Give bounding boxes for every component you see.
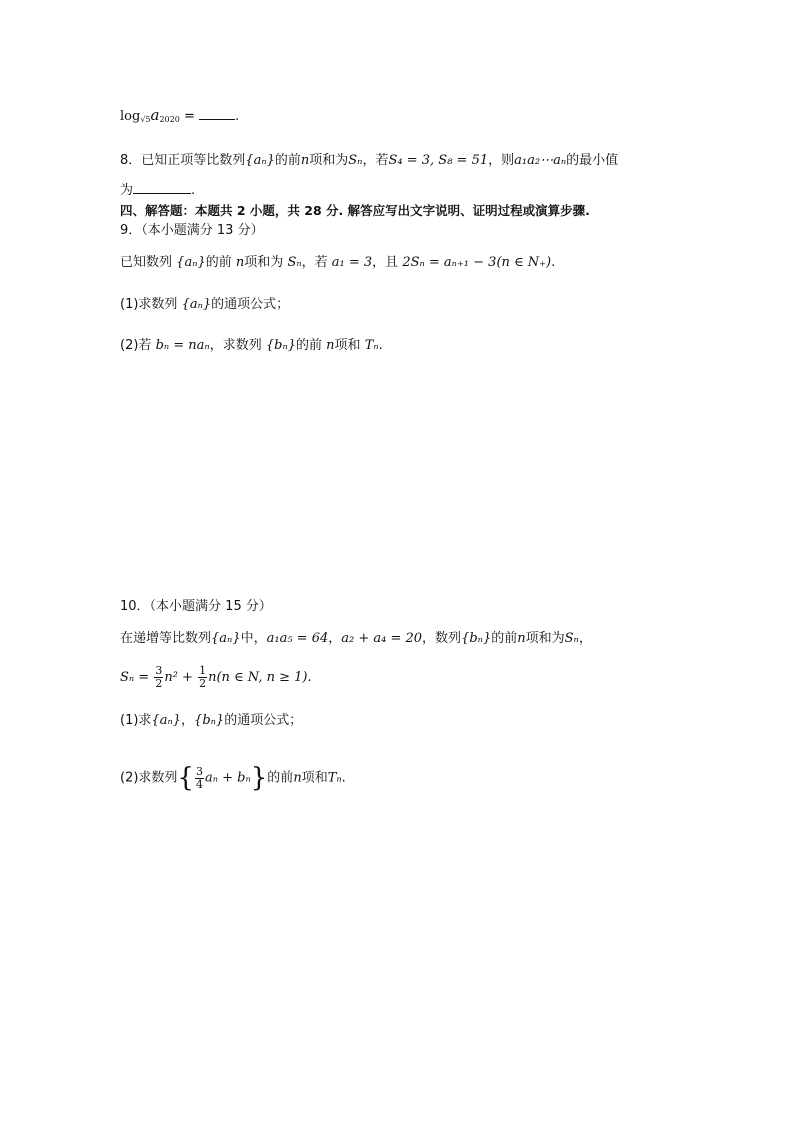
q10-p1-seq-an: {aₙ} [151, 713, 182, 728]
q10-seq-bn: {bₙ} [461, 631, 492, 646]
q8-line1 [120, 152, 618, 170]
q8-text6: 的最小值 [566, 153, 619, 168]
right-brace: } [250, 763, 268, 793]
answer-blank[interactable] [199, 107, 235, 120]
equals-sign: = [179, 109, 199, 124]
q9-p2d: 项和 [334, 338, 361, 353]
q10-c2: a₂ + a₄ = 20 [341, 631, 423, 646]
q8-text7: 为 [120, 183, 134, 198]
q9-p2-Tn: Tₙ [364, 338, 379, 353]
log-base: √5 [140, 115, 151, 124]
q9-p2-seq: {bₙ} [265, 338, 297, 353]
a-index: 2020 [159, 115, 180, 124]
q9-Sn: Sₙ [287, 255, 302, 270]
q9-p2a: (2)若 [120, 338, 152, 353]
q9-part1 [120, 296, 289, 314]
q10-sn-tail: n(n ∈ N, n ≥ 1) [208, 670, 308, 685]
q10-part1 [120, 712, 302, 730]
q9-t3: 项和为 [244, 255, 284, 270]
q8-line2 [120, 181, 195, 200]
q8-text1: 8．已知正项等比数列 [120, 153, 246, 168]
q9-t4: ，若 [301, 255, 328, 270]
fraction-three-quarters: $\frac{3}{4}$ [195, 764, 203, 791]
q9-p2-def: bₙ = naₙ [155, 338, 210, 353]
q9-p2b: ，求数列 [209, 338, 262, 353]
q10-sn-mid: n² + [164, 670, 198, 685]
q9-p1b: 的通项公式； [211, 297, 290, 312]
q10-p2a: (2)求数列 [120, 770, 178, 786]
q9-p2e: . [378, 338, 383, 353]
q10-c1: a₁a₅ = 64 [266, 631, 329, 646]
q9-p1a: (1)求数列 [120, 297, 178, 312]
q10-t6: ， [578, 631, 592, 646]
q8-answer-blank[interactable] [133, 181, 191, 194]
q10-p1a: (1)求 [120, 713, 152, 728]
section4-header: 四、解答题：本题共 2 小题，共 28 分. 解答应写出文字说明、证明过程或演算步骤. [120, 203, 590, 218]
q9-seq-an: {aₙ} [176, 255, 206, 270]
q8-text5: ，则 [488, 153, 515, 168]
q8-condition: S₄ = 3, S₈ = 51 [388, 153, 489, 168]
q9-n: n [235, 255, 245, 270]
q10-sn-period: . [307, 670, 312, 685]
q10-t4: 的前 [491, 631, 518, 646]
q10-n: n [517, 631, 526, 646]
q10-p1sep: ， [181, 713, 195, 728]
q9-header: 9．（本小题满分 13 分） [120, 223, 264, 238]
q9-cond2: 2Sₙ = aₙ₊₁ − 3(n ∈ N₊) [402, 255, 552, 270]
q10-p2d: . [341, 770, 346, 786]
q10-p2-inner: aₙ + bₙ [204, 770, 251, 786]
q8-product: a₁a₂⋯aₙ [514, 153, 567, 168]
q9-p2c: 的前 [296, 338, 323, 353]
q10-p2-n: n [293, 770, 302, 786]
q9-period: . [551, 255, 556, 270]
q8-text4: ，若 [362, 153, 389, 168]
q7-answer-line [120, 106, 239, 129]
q10-p2b: 的前 [267, 770, 294, 786]
q7-period: . [234, 109, 240, 124]
q9-t1: 已知数列 [120, 255, 173, 270]
q10-t1: 在递增等比数列 [120, 631, 212, 646]
left-brace: { [177, 763, 194, 793]
q10-Sn: Sₙ [564, 631, 579, 646]
q10-sn-formula [120, 664, 312, 692]
q10-t5: 项和为 [525, 631, 565, 646]
q8-seq-an: {aₙ} [245, 153, 275, 168]
log-symbol: log [120, 109, 141, 124]
q10-p1-seq-bn: {bₙ} [194, 713, 225, 728]
q10-p1b: 的通项公式； [224, 713, 303, 728]
q9-p1-seq: {aₙ} [181, 297, 212, 312]
q8-n: n [300, 153, 310, 168]
q10-t3: ，数列 [422, 631, 462, 646]
q8-Sn: Sₙ [348, 153, 363, 168]
fraction-three-halves: $\frac{3}{2}$ [155, 664, 163, 690]
q9-t2: 的前 [205, 255, 232, 270]
q10-header: 10．（本小题满分 15 分） [120, 599, 272, 614]
q10-p2-Tn: Tₙ [327, 770, 342, 786]
q9-cond1: a₁ = 3 [331, 255, 373, 270]
q8-text3: 项和为 [309, 153, 349, 168]
q9-statement [120, 254, 555, 272]
q10-sn-eq: Sₙ = [120, 670, 154, 685]
q8-period: . [191, 183, 196, 198]
q10-part2 [120, 760, 346, 797]
q10-sep: ， [328, 631, 342, 646]
q9-t5: ，且 [372, 255, 399, 270]
q10-p2c: 项和 [301, 770, 328, 786]
a-symbol: a [150, 106, 160, 124]
q8-text2: 的前 [274, 153, 301, 168]
fraction-one-half: $\frac{1}{2}$ [199, 664, 207, 690]
q10-t2: 中， [240, 631, 267, 646]
q9-part2 [120, 337, 383, 355]
q9-p2-n: n [326, 338, 335, 353]
q10-statement [120, 630, 592, 648]
q10-seq-an: {aₙ} [211, 631, 241, 646]
